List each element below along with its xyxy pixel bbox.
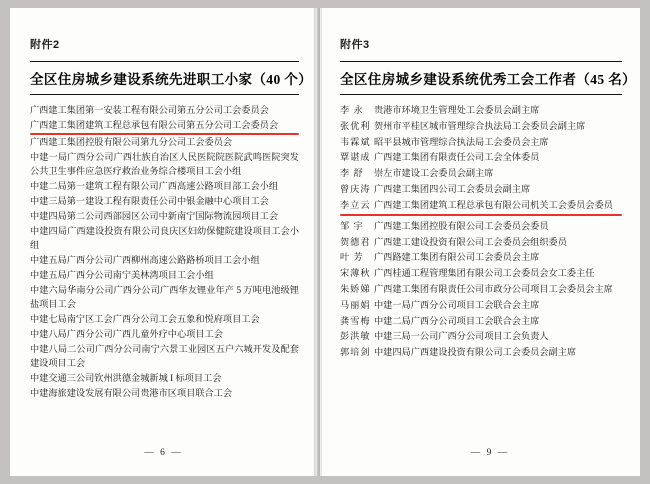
person-name: 宋薄秋 bbox=[340, 268, 371, 279]
organization-text: 昭平县城市管理综合执法局工会委员会主席 bbox=[374, 136, 549, 147]
table-row bbox=[340, 251, 622, 264]
list-item bbox=[30, 313, 299, 327]
list-item bbox=[30, 269, 299, 283]
organization-text: 广西建工集团四公司工会委员会副主席 bbox=[374, 183, 531, 194]
person-name: 李立云 bbox=[340, 199, 371, 210]
left-entry-list bbox=[30, 104, 299, 401]
person-name: 曾庆涛 bbox=[340, 183, 371, 194]
entry-text: 中建交通三公司钦州洪德金城新城 I 标项目工会 bbox=[30, 372, 222, 383]
person-name: 彭洪敏 bbox=[340, 331, 371, 342]
organization-text: 广西建工建设投资有限公司工会委员会组织委员 bbox=[374, 236, 567, 247]
table-row bbox=[340, 167, 622, 180]
attachment-label-left: 附件2 bbox=[30, 39, 60, 51]
entry-text: 中建八局二公司广西分公司南宁六景工业园区五户六城开发及配套建设项目工会 bbox=[30, 344, 299, 368]
entry-text: 广西建工集团建筑工程总承包有限公司第五分公司工会委员会 bbox=[30, 120, 279, 131]
table-row-highlighted bbox=[340, 199, 622, 212]
table-row bbox=[340, 183, 622, 196]
table-row bbox=[340, 236, 622, 249]
list-item bbox=[30, 328, 299, 342]
red-underline-annotation bbox=[340, 214, 622, 216]
list-item bbox=[30, 343, 299, 370]
entry-text: 中建五局广西分公司南宁美林湾项目工会小组 bbox=[30, 270, 214, 281]
person-name: 叶 芳 bbox=[340, 252, 364, 263]
entry-text: 中建三局第一建设工程有限责任公司中银金融中心项目工会 bbox=[30, 196, 269, 207]
organization-text: 广西建工集团控股有限公司工会委员会委员 bbox=[374, 220, 549, 231]
left-page-title: 全区住房城乡建设系统先进职工小家（40 个） bbox=[30, 72, 313, 87]
table-row bbox=[340, 330, 622, 343]
organization-text: 广西建工集团有限责任公司工会全体委员 bbox=[374, 152, 540, 163]
list-item bbox=[30, 254, 299, 268]
person-name: 韦霖斌 bbox=[340, 136, 371, 147]
red-underline-annotation bbox=[30, 133, 299, 135]
person-name: 郭培剑 bbox=[340, 347, 371, 358]
right-page bbox=[320, 8, 640, 476]
person-name: 马丽娟 bbox=[340, 299, 371, 310]
person-name: 李 永 bbox=[340, 105, 364, 115]
table-row bbox=[340, 315, 622, 328]
entry-text: 中建四局第二公司西部园区公司中新南宁国际物流园项目工会 bbox=[30, 211, 279, 222]
entry-text: 中建七局南宁区工会广西分公司工会五象和悦府项目工会 bbox=[30, 314, 260, 324]
table-row bbox=[340, 151, 622, 164]
right-page-title: 全区住房城乡建设系统优秀工会工作者（45 名） bbox=[340, 72, 637, 87]
list-item bbox=[30, 372, 299, 386]
list-item bbox=[30, 136, 299, 150]
organization-text: 贺州市平桂区城市管理综合执法局工会委员会副主席 bbox=[374, 120, 586, 131]
person-name: 覃谌成 bbox=[340, 152, 371, 163]
entry-text: 中建四局广西建设投资有限公司良庆区妇幼保健院建设项目工会小组 bbox=[30, 226, 299, 251]
entry-text: 中建八局广西分公司广西儿童外疗中心项目工会 bbox=[30, 329, 223, 340]
left-title-band bbox=[30, 61, 313, 95]
table-row bbox=[340, 136, 622, 149]
page-gutter-shadow bbox=[314, 8, 322, 476]
person-name: 贺德君 bbox=[340, 236, 371, 247]
organization-text: 崇左市建设工会委员会副主席 bbox=[374, 168, 494, 179]
list-item-highlighted bbox=[30, 119, 299, 135]
list-item bbox=[30, 180, 299, 194]
table-row bbox=[340, 220, 622, 233]
page-number-left: — 6 — bbox=[144, 448, 183, 458]
organization-text: 贵港市环境卫生管理处工会委员会副主席 bbox=[374, 105, 540, 115]
entry-text: 广西建工集团第一安装工程有限公司第五分公司工会委员会 bbox=[30, 105, 269, 115]
left-page-content bbox=[10, 8, 317, 476]
list-item bbox=[30, 284, 299, 311]
table-row bbox=[340, 104, 622, 117]
left-page bbox=[10, 8, 318, 476]
organization-text: 广西建工集团有限责任公司市政分公司项目工会委员会主席 bbox=[374, 283, 613, 294]
list-item bbox=[30, 225, 299, 252]
table-row bbox=[340, 267, 622, 280]
list-item bbox=[30, 151, 299, 178]
right-page-content bbox=[320, 8, 640, 476]
organization-text: 广西建工集团建筑工程总承包有限公司机关工会委员会委员 bbox=[374, 199, 613, 210]
entry-text: 中建一局广西分公司广西壮族自治区人民医院院医院武鸣医院突发公共卫生事件应急医疗救治业务综合楼项目工会小组 bbox=[30, 152, 299, 177]
list-item bbox=[30, 387, 299, 401]
list-item bbox=[30, 104, 299, 118]
entry-text: 中建五局广西分公司广西柳州高速公路路桥项目工会小组 bbox=[30, 255, 260, 266]
person-name: 朱娇娣 bbox=[340, 283, 371, 294]
organization-text: 中建一局广西分公司项目工会联合会主席 bbox=[374, 299, 540, 310]
person-name: 李 舒 bbox=[340, 168, 364, 179]
attachment-label-right: 附件3 bbox=[340, 39, 370, 51]
organization-text: 中建四局广西建设投资有限公司工会委员会副主席 bbox=[374, 347, 577, 358]
organization-text: 中建二局广西分公司项目工会联合会主席 bbox=[374, 315, 540, 326]
person-name: 邹 宇 bbox=[340, 220, 364, 231]
person-name: 龚雪梅 bbox=[340, 315, 371, 326]
table-row bbox=[340, 283, 622, 296]
entry-text: 中建六局华南分公司广西分公司广西华友锂业年产 5 万吨电池级锂盐项目工会 bbox=[30, 285, 299, 309]
entry-text: 广西建工集团控股有限公司第九分公司工会委员会 bbox=[30, 137, 233, 148]
organization-text: 广西路建工集团有限公司工会委员会主席 bbox=[374, 252, 540, 263]
table-row bbox=[340, 299, 622, 312]
list-item bbox=[30, 195, 299, 209]
right-entry-list bbox=[340, 104, 622, 360]
page-number-right: — 9 — bbox=[470, 448, 510, 458]
organization-text: 广西桂通工程管理集团有限公司工会委员会女工委主任 bbox=[374, 268, 595, 279]
table-row bbox=[340, 120, 622, 133]
entry-text: 中建二局第一建筑工程有限公司广西高速公路项目部工会小组 bbox=[30, 181, 279, 192]
organization-text: 中建三局一公司广西分公司项目工会负责人 bbox=[374, 331, 549, 342]
person-name: 张优利 bbox=[340, 120, 371, 131]
list-item bbox=[30, 210, 299, 224]
table-row bbox=[340, 346, 622, 359]
entry-text: 中建海旅建设发展有限公司贵港市区项目联合工会 bbox=[30, 387, 233, 398]
right-title-band bbox=[340, 61, 637, 95]
